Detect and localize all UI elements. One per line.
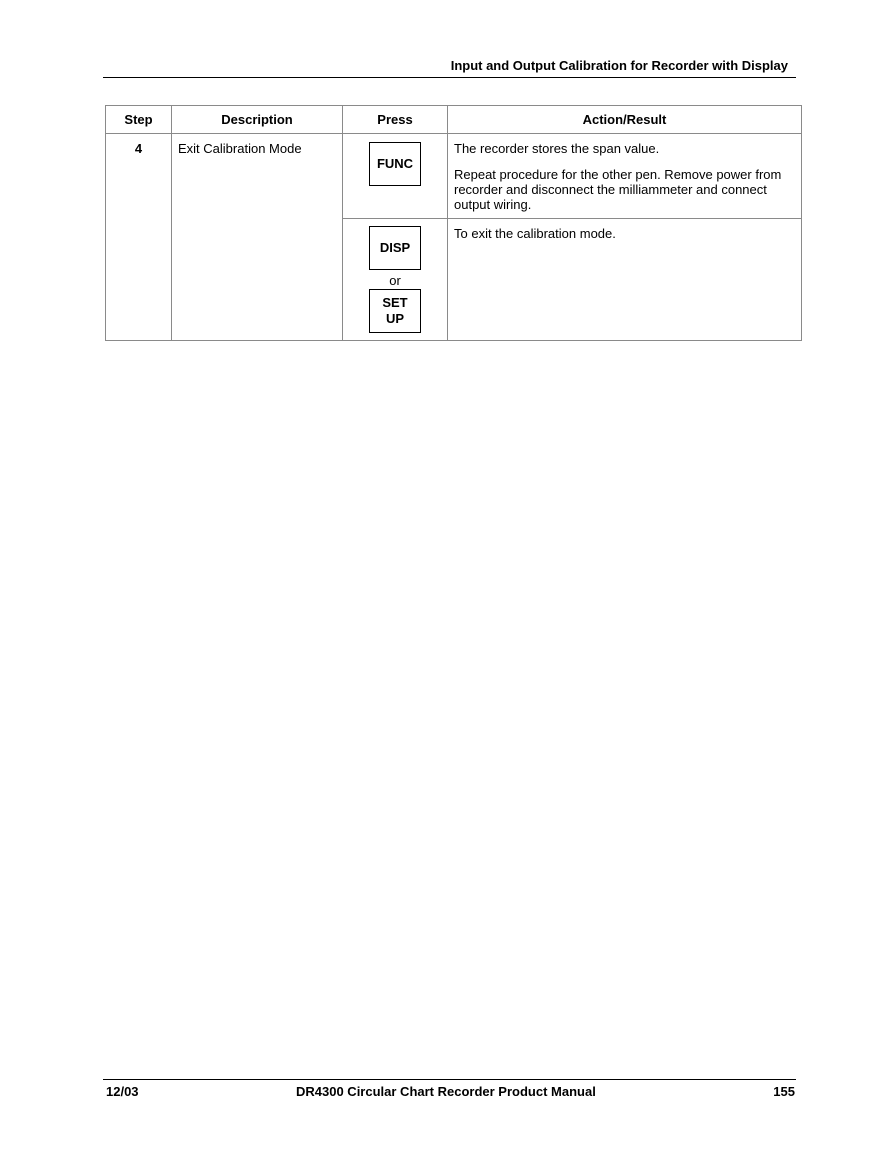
action-text: The recorder stores the span value. [454, 141, 660, 156]
footer-date: 12/03 [106, 1084, 139, 1099]
footer-manual-title: DR4300 Circular Chart Recorder Product Manual [296, 1084, 596, 1099]
table-header-row [106, 106, 802, 134]
header-divider [103, 77, 796, 78]
disp-key-icon: DISP [369, 226, 421, 270]
action-text: To exit the calibration mode. [454, 226, 616, 241]
func-key-icon: FUNC [369, 142, 421, 186]
setup-key-line1: SET [382, 295, 408, 310]
column-header-action-result: Action/Result [448, 106, 802, 134]
column-header-description: Description [172, 106, 343, 134]
press-cell [343, 134, 448, 219]
press-cell [343, 219, 448, 341]
column-header-press: Press [343, 106, 448, 134]
column-header-step: Step [106, 106, 172, 134]
table-row [106, 134, 802, 219]
action-result-cell [448, 219, 802, 341]
step-description: Exit Calibration Mode [172, 134, 343, 341]
calibration-steps-table [105, 105, 802, 341]
or-separator: or [389, 273, 401, 288]
page-header-title: Input and Output Calibration for Recorder with Display [450, 58, 788, 73]
setup-key-line2: UP [385, 311, 405, 326]
footer-divider [103, 1079, 796, 1080]
footer-page-number: 155 [773, 1084, 795, 1099]
setup-key-icon [369, 289, 421, 333]
step-number: 4 [106, 134, 172, 341]
action-result-cell [448, 134, 802, 219]
action-text: Repeat procedure for the other pen. Remove power from recorder and disconnect the milliammeter and connect output wiring. [454, 167, 782, 212]
